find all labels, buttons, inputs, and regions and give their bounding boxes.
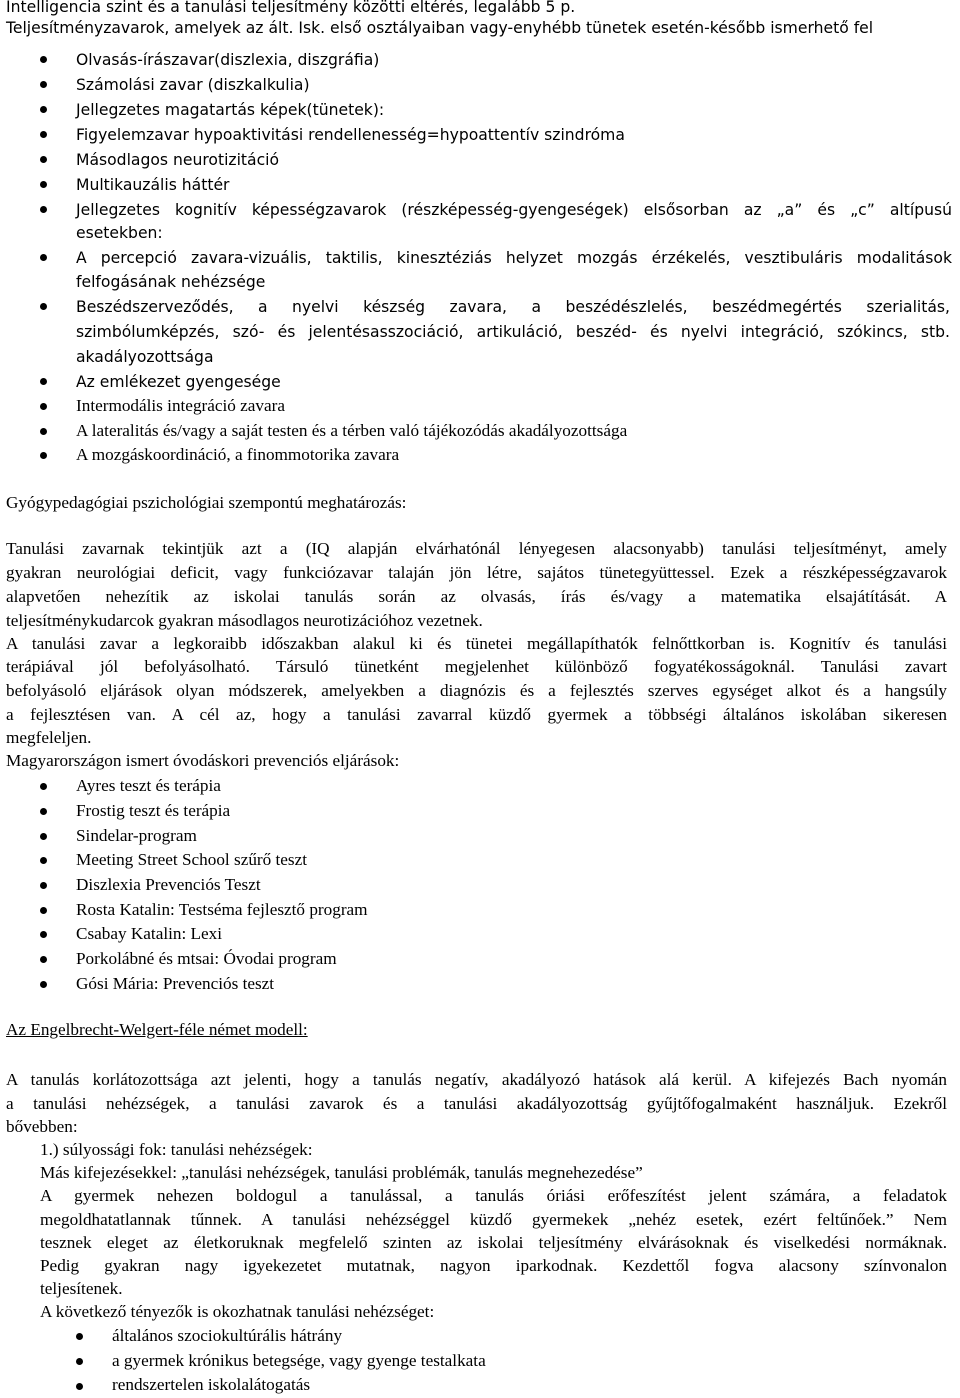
- numbered-item: 1.) súlyossági fok: tanulási nehézségek:: [40, 1140, 313, 1159]
- list-item-continuation: esetekben:: [76, 224, 163, 242]
- list-item: Számolási zavar (diszkalkulia): [76, 76, 310, 94]
- list-item: Meeting Street School szűrő teszt: [76, 850, 308, 869]
- bullet-icon: [40, 783, 47, 790]
- list-item: Diszlexia Prevenciós Teszt: [76, 875, 261, 894]
- bullet-icon: [76, 1383, 83, 1390]
- section-heading: Gyógypedagógiai pszichológiai szempontú meghatározás:: [6, 493, 407, 512]
- paragraph-line: A tanulás korlátozottsága azt jelenti, hogy a tanulás negatív, akadályozó hatások alá kerül. A kifejezés Bach nyomán: [6, 1070, 947, 1089]
- bullet-icon: [40, 907, 47, 914]
- list-item: Jellegzetes kognitív képességzavarok (részképesség-gyengeségek) elsősorban az „a” és „c” altípusú: [76, 201, 952, 219]
- section-heading: Az Engelbrecht-Welgert-féle német modell:: [6, 1020, 308, 1039]
- list-item: Figyelemzavar hypoaktivitási rendellenesség=hypoattentív szindróma: [76, 126, 625, 144]
- list-item: Intermodális integráció zavara: [76, 396, 286, 415]
- paragraph-line: terápiával jól befolyásolható. Társuló tünetként megjelenhet különböző fogyatékosságoknál. Tanulási zavart: [6, 657, 947, 676]
- list-item: a gyermek krónikus betegsége, vagy gyenge testalkata: [112, 1351, 486, 1370]
- bullet-icon: [40, 403, 47, 410]
- bullet-icon: [40, 303, 47, 310]
- bullet-icon: [40, 206, 47, 213]
- bullet-icon: [40, 181, 47, 188]
- bullet-icon: [40, 956, 47, 963]
- paragraph-line: Pedig gyakran nagy igyekezetet mutatnak, nagyon iparkodnak. Kezdettől fogva alacsony színvonalon: [40, 1256, 947, 1275]
- list-item: Másodlagos neurotizitáció: [76, 151, 280, 169]
- paragraph-line: a fejlesztésen van. A cél az, hogy a tanulási zavarral küzdő gyermek a többségi általános iskolában sikeresen: [6, 705, 947, 724]
- bullet-icon: [76, 1333, 83, 1340]
- bullet-icon: [40, 931, 47, 938]
- bullet-icon: [40, 452, 47, 459]
- paragraph-line: bővebben:: [6, 1117, 78, 1136]
- list-item: Multikauzális háttér: [76, 176, 230, 194]
- paragraph-line: megfeleljen.: [6, 728, 92, 747]
- paragraph-line: megoldhatatlannak tűnnek. A tanulási nehézséggel küzdő gyermekek „nehéz esetek, ezért feltűnőek.” Nem: [40, 1210, 947, 1229]
- paragraph-line: Tanulási zavarnak tekintjük azt a (IQ alapján elvárhatónál lényegesen alacsonyabb) tanulási teljesítményt, amely: [6, 539, 947, 558]
- paragraph-line: teljesítenek.: [40, 1279, 123, 1298]
- bullet-icon: [40, 156, 47, 163]
- list-item: Sindelar-program: [76, 826, 197, 845]
- bullet-icon: [76, 1358, 83, 1365]
- paragraph-line: alapvetően nehezítik az iskolai tanulás során az olvasás, írás és/vagy a matematika elsajátítását. A: [6, 587, 947, 606]
- paragraph-line: befolyásoló eljárások olyan módszerek, amelyekben a diagnózis és a fejlesztés szerves egységet alkot és a hangsúly: [6, 681, 947, 700]
- bullet-icon: [40, 981, 47, 988]
- list-item: A lateralitás és/vagy a saját testen és a térben való tájékozódás akadályozottsága: [76, 421, 628, 440]
- list-item: Gósi Mária: Prevenciós teszt: [76, 974, 275, 993]
- paragraph-line: gyakran neurológiai deficit, vagy funkciózavar talaján jön létre, sajátos tünetegyüttessel. Ezek a részképességzavarok: [6, 563, 947, 582]
- bullet-icon: [40, 882, 47, 889]
- bullet-icon: [40, 833, 47, 840]
- bullet-icon: [40, 808, 47, 815]
- bullet-icon: [40, 428, 47, 435]
- list-item-continuation: felfogásának nehézsége: [76, 273, 266, 291]
- paragraph-line: teljesítménykudarcok gyakran másodlagos neurotizációhoz vezetnek.: [6, 611, 483, 630]
- list-item: Rosta Katalin: Testséma fejlesztő program: [76, 900, 368, 919]
- list-item: Jellegzetes magatartás képek(tünetek):: [76, 101, 385, 119]
- paragraph-line: A gyermek nehezen boldogul a tanulással, a tanulás óriási erőfeszítést jelent számára, a feladatok: [40, 1186, 947, 1205]
- list-item-continuation: akadályozottsága: [76, 348, 214, 366]
- paragraph-line: Más kifejezésekkel: „tanulási nehézségek, tanulási problémák, tanulás megnehezedése”: [40, 1163, 643, 1182]
- list-item: A mozgáskoordináció, a finommotorika zavara: [76, 445, 400, 464]
- bullet-icon: [40, 131, 47, 138]
- paragraph-line: A tanulási zavar a legkoraibb időszakban alakul ki és tünetei megállapíthatók felnőttkorban is. Kognitív és tanulási: [6, 634, 947, 653]
- paragraph-line: tesznek eleget az életkoruknak megfelelő szinten az iskolai teljesítmény elvárásoknak és viselkedési normáknak.: [40, 1233, 947, 1252]
- list-item: rendszertelen iskolalátogatás: [112, 1375, 311, 1394]
- list-item: Frostig teszt és terápia: [76, 801, 231, 820]
- bullet-icon: [40, 378, 47, 385]
- bullet-icon: [40, 857, 47, 864]
- list-item: általános szociokultúrális hátrány: [112, 1326, 343, 1345]
- paragraph-line: a tanulási nehézségek, a tanulási zavarok és a tanulási akadályozottság gyűjtőfogalmaként használjuk. Ezekről: [6, 1094, 947, 1113]
- list-item: Csabay Katalin: Lexi: [76, 924, 223, 943]
- list-item: Olvasás-írászavar(diszlexia, diszgráfia): [76, 51, 380, 69]
- list-item: A percepció zavara-vizuális, taktilis, kinesztéziás helyzet mozgás érzékelés, vesztibuláris modalitások: [76, 249, 952, 267]
- paragraph-line: Magyarországon ismert óvodáskori prevenciós eljárások:: [6, 751, 400, 770]
- intro-line-1: Intelligencia szint és a tanulási teljesítmény közötti eltérés, legalább 5 p.: [6, 0, 576, 16]
- list-item: Ayres teszt és terápia: [76, 776, 221, 795]
- bullet-icon: [40, 81, 47, 88]
- list-item: Beszédszerveződés, a nyelvi készség zavara, a beszédészlelés, beszédmegértés szerialitás,: [76, 298, 950, 316]
- list-item: Porkolábné és mtsai: Óvodai program: [76, 949, 337, 968]
- paragraph-line: A következő tényezők is okozhatnak tanulási nehézséget:: [40, 1302, 435, 1321]
- bullet-icon: [40, 254, 47, 261]
- bullet-icon: [40, 106, 47, 113]
- intro-line-2: Teljesítményzavarok, amelyek az ált. Isk. első osztályaiban vagy-enyhébb tünetek esetén-később ismerhető fel: [6, 19, 874, 37]
- list-item: Az emlékezet gyengesége: [76, 373, 281, 391]
- list-item-continuation: szimbólumképzés, szó- és jelentésasszociáció, artikuláció, beszéd- és nyelvi integráció, szókincs, stb.: [76, 323, 950, 341]
- bullet-icon: [40, 56, 47, 63]
